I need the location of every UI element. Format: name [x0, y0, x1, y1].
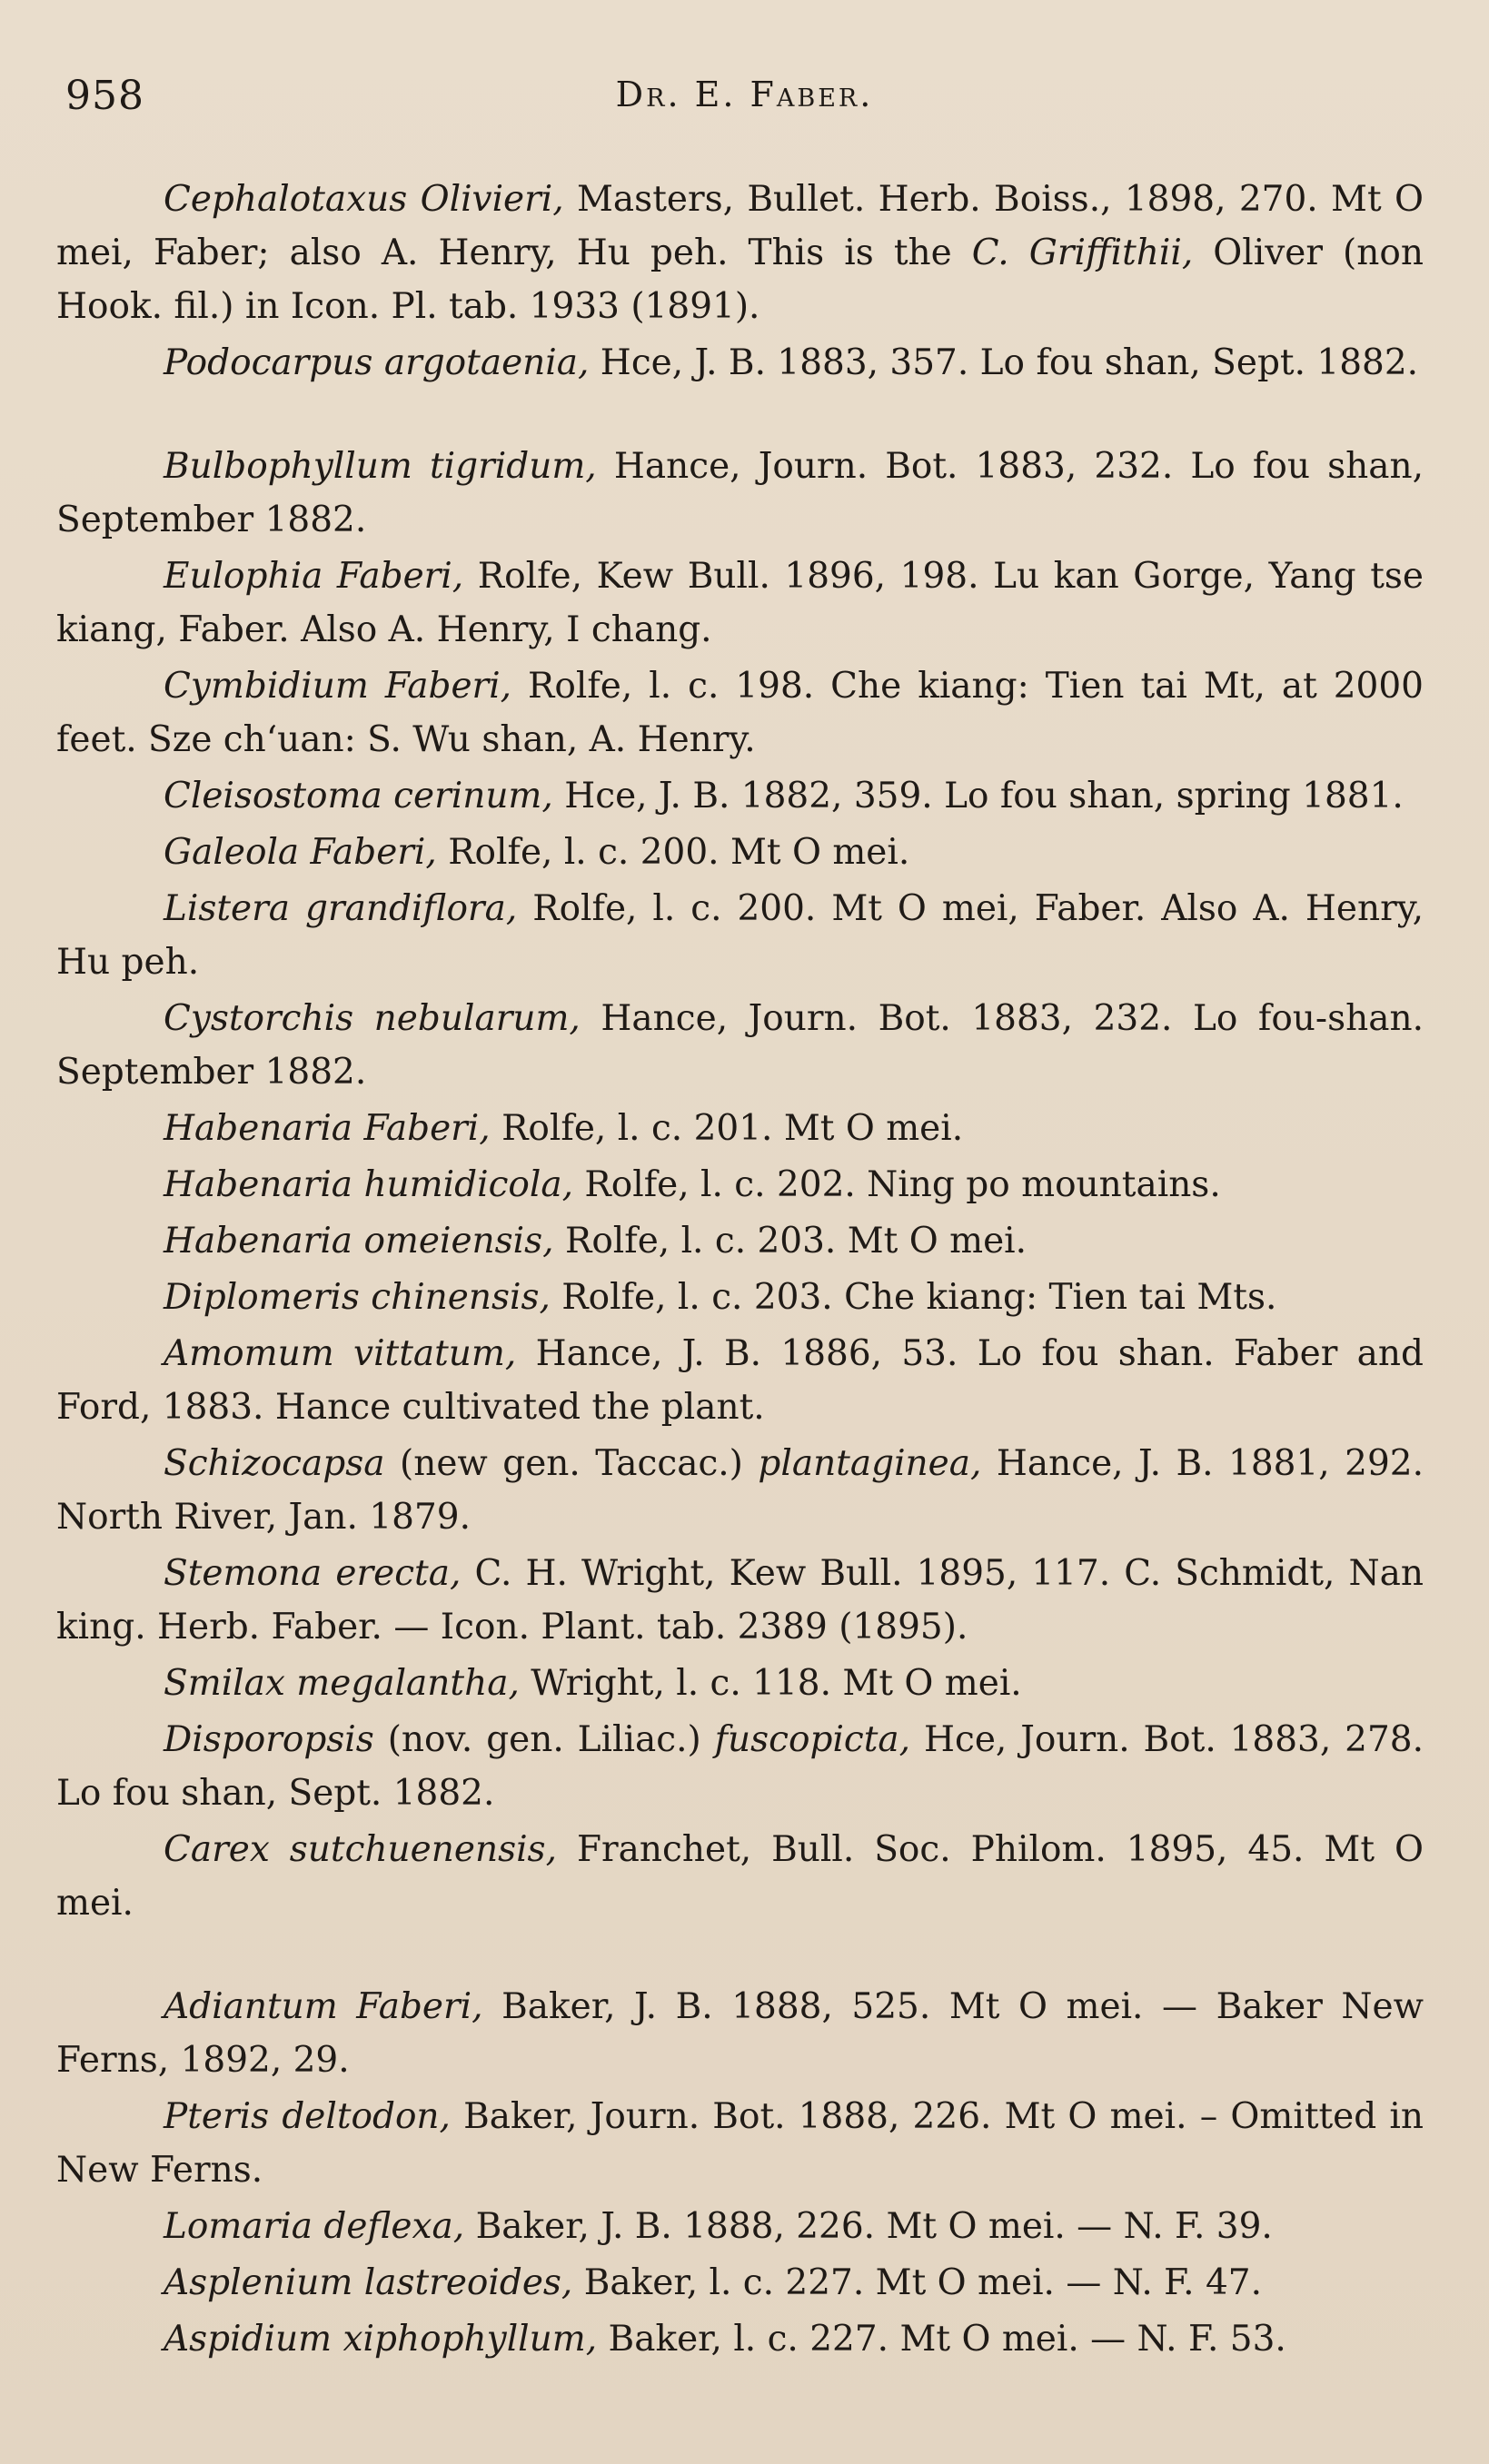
citation-text: C. H. Wright, Kew Bull. 1895, 117. C. Schmidt, Nan king. Herb. Faber. — Icon. Plant. tab. 2389 (1895). [56, 1553, 1424, 1648]
citation-text: Hce, J. B. 1883, 357. Lo fou shan, Sept. 1882. [589, 342, 1419, 383]
section-gap [56, 392, 1424, 440]
species-name: Habenaria Faberi, [164, 1108, 491, 1149]
citation-text: Wright, l. c. 118. Mt O mei. [519, 1663, 1022, 1704]
species-name: Smilax megalantha, [164, 1663, 520, 1704]
species-name: Asplenium lastreoides, [164, 2262, 573, 2303]
citation-text: Rolfe, l. c. 200. Mt O mei. [436, 832, 910, 873]
citation-text: Masters, Bullet. Herb. Boiss., 1898, 270. Mt O mei, Faber; also A. Henry, Hu peh. This is the [56, 179, 1424, 273]
page-number: 958 [65, 73, 144, 119]
species-name: Schizocapsa [164, 1443, 385, 1484]
species-entry [56, 2090, 1424, 2197]
species-entry [56, 1980, 1424, 2087]
citation-text: (nov. gen. Liliac.) [373, 1719, 715, 1760]
species-entry [56, 992, 1424, 1099]
species-name: Stemona erecta, [164, 1553, 462, 1594]
page-header [65, 73, 1424, 127]
citation-text: Rolfe, Kew Bull. 1896, 198. Lu kan Gorge, Yang tse kiang, Faber. Also A. Henry, I chang. [56, 556, 1424, 650]
species-name: Podocarpus argotaenia, [164, 342, 590, 383]
citation-text-2: Hance, J. B. 1881, 292. North River, Jan. 1879. [56, 1443, 1424, 1538]
section-gap [56, 1933, 1424, 1980]
species-name: Amomum vittatum, [164, 1333, 517, 1374]
species-name: Cleisostoma cerinum, [164, 776, 553, 816]
species-entry [56, 2312, 1424, 2366]
citation-text: Rolfe, l. c. 201. Mt O mei. [490, 1108, 964, 1149]
species-name: Galeola Faberi, [164, 832, 437, 873]
citation-text-2: Hce, Journ. Bot. 1883, 278. Lo fou shan, Sept. 1882. [56, 1719, 1424, 1814]
species-entry [56, 2200, 1424, 2253]
species-entry [56, 2256, 1424, 2310]
species-name: Cystorchis nebularum, [164, 998, 581, 1039]
citation-text: Hce, J. B. 1882, 359. Lo fou shan, spring 1881. [552, 776, 1404, 816]
species-entry [56, 1713, 1424, 1820]
species-entry [56, 826, 1424, 879]
species-name: Cephalotaxus Olivieri, [164, 179, 564, 220]
species-name-2: C. Griffithii, [971, 233, 1194, 273]
species-entry [56, 882, 1424, 989]
species-name: Lomaria deflexa, [164, 2206, 465, 2247]
species-entry [56, 173, 1424, 333]
species-entry [56, 1214, 1424, 1268]
species-name-2: plantaginea, [758, 1443, 982, 1484]
species-entry [56, 769, 1424, 823]
species-entry [56, 336, 1424, 390]
citation-text: Franchet, Bull. Soc. Philom. 1895, 45. Mt O mei. [56, 1829, 1424, 1924]
species-entry [56, 1657, 1424, 1710]
citation-text: Baker, J. B. 1888, 226. Mt O mei. — N. F. 39. [464, 2206, 1273, 2247]
running-head: Dr. E. Faber. [615, 74, 874, 114]
citation-text: Rolfe, l. c. 203. Che kiang: Tien tai Mts. [550, 1277, 1277, 1318]
citation-text: Baker, J. B. 1888, 525. Mt O mei. — Baker New Ferns, 1892, 29. [56, 1986, 1424, 2081]
citation-text: Hance, Journ. Bot. 1883, 232. Lo fou-shan. September 1882. [56, 998, 1424, 1093]
species-entry [56, 659, 1424, 767]
species-name: Pteris deltodon, [164, 2096, 451, 2137]
species-entry [56, 1271, 1424, 1324]
species-entry [56, 440, 1424, 547]
species-name: Diplomeris chinensis, [164, 1277, 551, 1318]
citation-text: Hance, J. B. 1886, 53. Lo fou shan. Faber and Ford, 1883. Hance cultivated the plant. [56, 1333, 1424, 1428]
species-name: Eulophia Faberi, [164, 556, 464, 597]
species-entry [56, 1158, 1424, 1212]
citation-text: (new gen. Taccac.) [384, 1443, 759, 1484]
citation-text: Baker, l. c. 227. Mt O mei. — N. F. 47. [572, 2262, 1262, 2303]
species-name: Disporopsis [164, 1719, 374, 1760]
species-name: Habenaria omeiensis, [164, 1221, 554, 1262]
species-entry [56, 1102, 1424, 1155]
citation-text: Baker, Journ. Bot. 1888, 226. Mt O mei. – Omitted in New Ferns. [56, 2096, 1424, 2191]
species-name: Cymbidium Faberi, [164, 666, 512, 707]
species-name-2: fuscopicta, [714, 1719, 911, 1760]
species-name: Aspidium xiphophyllum, [164, 2319, 598, 2360]
species-entry [56, 1547, 1424, 1654]
species-entry [56, 1437, 1424, 1544]
citation-text: Hance, Journ. Bot. 1883, 232. Lo fou shan, September 1882. [56, 446, 1424, 540]
species-name: Adiantum Faberi, [164, 1986, 483, 2027]
citation-text-2: Oliver (non Hook. fil.) in Icon. Pl. tab. 1933 (1891). [56, 233, 1424, 327]
citation-text: Rolfe, l. c. 198. Che kiang: Tien tai Mt, at 2000 feet. Sze chʻuan: S. Wu shan, A. Henry. [56, 666, 1424, 760]
citation-text: Rolfe, l. c. 202. Ning po mountains. [573, 1164, 1221, 1205]
species-entry [56, 1823, 1424, 1930]
page-body [56, 173, 1424, 2369]
citation-text: Rolfe, l. c. 200. Mt O mei, Faber. Also A. Henry, Hu peh. [56, 888, 1424, 983]
species-entry [56, 549, 1424, 657]
species-name: Carex sutchuenensis, [164, 1829, 557, 1870]
species-name: Habenaria humidicola, [164, 1164, 574, 1205]
species-name: Bulbophyllum tigridum, [164, 446, 597, 487]
species-name: Listera grandiflora, [164, 888, 518, 929]
citation-text: Baker, l. c. 227. Mt O mei. — N. F. 53. [597, 2319, 1286, 2360]
species-entry [56, 1327, 1424, 1434]
citation-text: Rolfe, l. c. 203. Mt O mei. [553, 1221, 1027, 1262]
